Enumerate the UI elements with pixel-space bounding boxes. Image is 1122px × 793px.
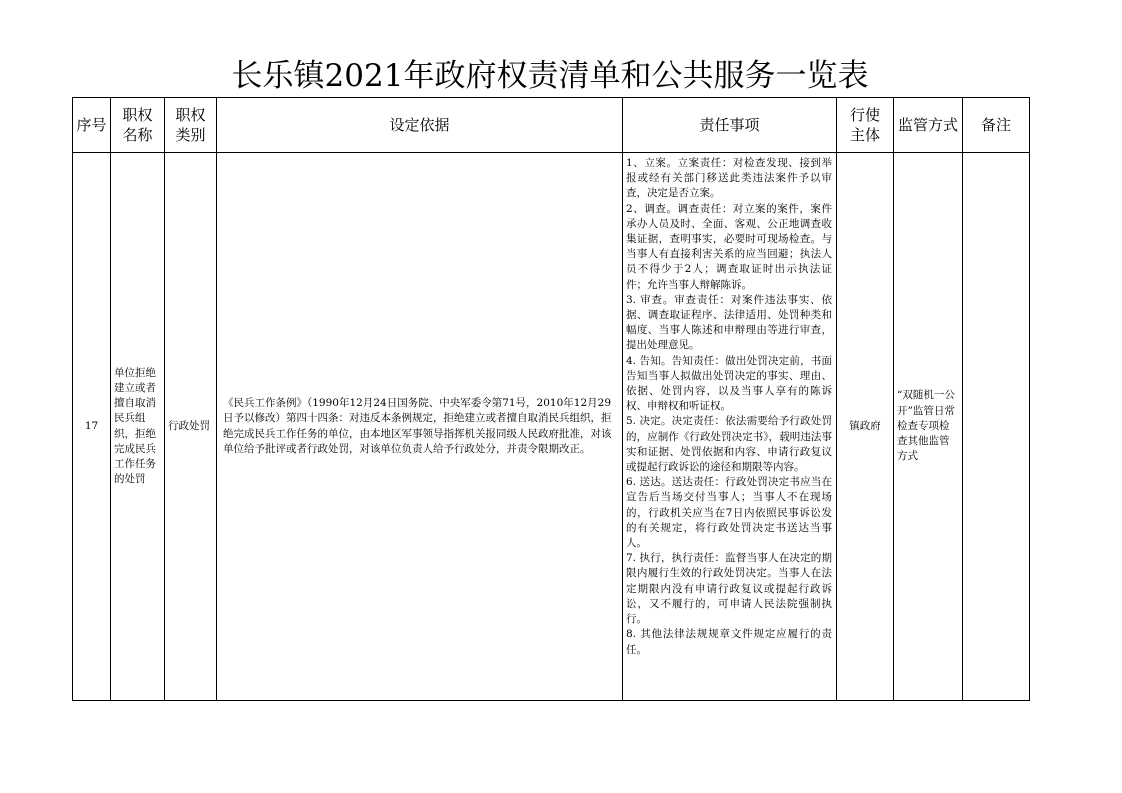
responsibility-item: 5. 决定。决定责任：依法需要给予行政处罚的，应制作《行政处罚决定书》，载明违法事实和证据、处罚依据和内容、申请行政复议或提起行政诉讼的途径和期限等内容。 [626,415,832,474]
table-header-row [73,98,1030,153]
header-note: 备注 [963,98,1030,153]
responsibility-item: 2、调查。调查责任：对立案的案件，案件承办人员及时、全面、客观、公正地调查收集证据，查明事实，必要时可现场检查。与当事人有直接利害关系的应当回避；执法人员不得少于2人；调查取证时出示执法证件；允许当事人辩解陈诉。 [626,202,832,291]
cell-name-text: 单位拒绝建立或者擅自取消民兵组织，拒绝完成民兵工作任务的处罚 [114,366,156,486]
responsibility-table [72,97,1030,701]
responsibility-item: 4. 告知。告知责任：做出处罚决定前，书面告知当事人拟做出处罚决定的事实、理由、依据、处罚内容，以及当事人享有的陈诉权、申辩权和听证权。 [626,354,832,413]
cell-subject [837,153,894,701]
header-type: 职权类别 [165,98,217,153]
cell-responsibilities [623,153,837,701]
responsibility-item: 7. 执行，执行责任：监督当事人在决定的期限内履行生效的行政处罚决定。当事人在法定期限内没有申请行政复议或提起行政诉讼，又不履行的，可申请人民法院强制执行。 [626,552,832,626]
cell-num: 17 [73,153,111,701]
responsibility-item: 8. 其他法律法规规章文件规定应履行的责任。 [626,628,832,656]
responsibility-list [623,153,836,658]
cell-supervision-text: “双随机一公开”监管日常检查专项检查其他监管方式 [897,389,955,463]
page-title: 长乐镇2021年政府权责清单和公共服务一览表 [231,58,869,94]
cell-basis [217,153,623,701]
cell-type-text: 行政处罚 [168,419,210,432]
header-responsibilities: 责任事项 [623,98,837,153]
header-basis: 设定依据 [217,98,623,153]
table-row [73,153,1030,701]
responsibility-item: 3. 审查。审查责任：对案件违法事实、依据、调查取证程序、法律适用、处罚种类和幅度、当事人陈述和申辩理由等进行审查，提出处理意见。 [626,293,832,352]
cell-type [165,153,217,701]
cell-subject-text: 镇政府 [849,419,881,432]
header-subject: 行使主体 [837,98,894,153]
responsibility-item: 1、立案。立案责任：对检查发现、接到举报或经有关部门移送此类违法案件予以审查，决定是否立案。 [626,157,832,200]
cell-basis-text: 《民兵工作条例》（1990年12月24日国务院、中央军委令第71号，2010年12月29日予以修改）第四十四条：对违反本条例规定，拒绝建立或者擅自取消民兵组织，拒绝完成民兵工作任务的单位，由本地区军事领导指挥机关报同级人民政府批准，对该单位给予批评或者行政处罚，对该单位负责人给予行政处分，并责令限期改正。 [223,397,612,455]
cell-supervision [894,153,963,701]
responsibility-item: 6. 送达。送达责任：行政处罚决定书应当在宣告后当场交付当事人；当事人不在现场的，行政机关应当在7日内依照民事诉讼发的有关规定，将行政处罚决定书送达当事人。 [626,476,832,550]
cell-note [963,153,1030,701]
header-name: 职权名称 [111,98,165,153]
cell-name [111,153,165,701]
header-supervision: 监管方式 [894,98,963,153]
header-num: 序号 [73,98,111,153]
